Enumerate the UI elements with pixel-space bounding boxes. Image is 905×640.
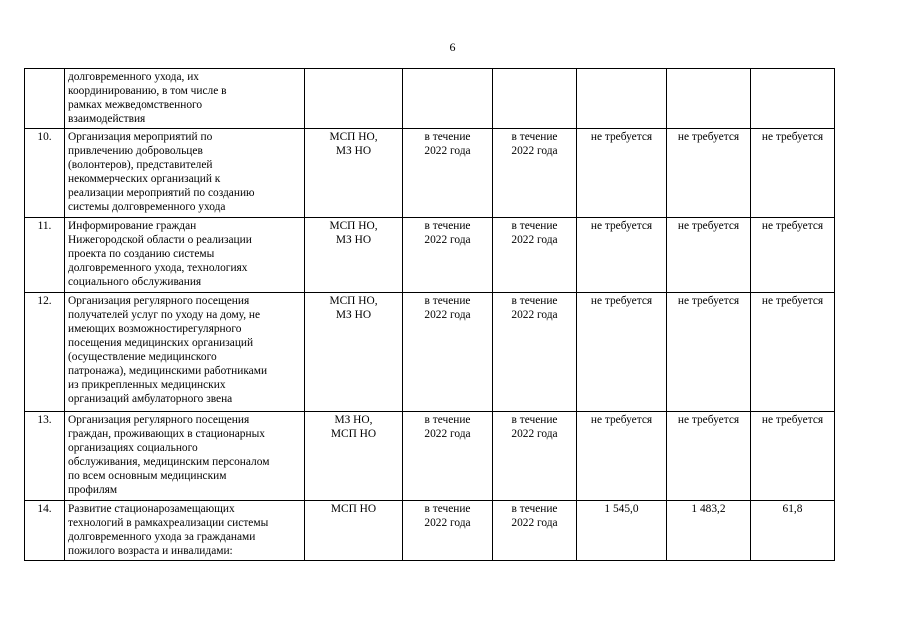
cell-line: в течение	[511, 131, 558, 143]
row-number-cell: 14.	[25, 501, 65, 561]
regional-funding-cell: не требуется	[667, 293, 751, 412]
end-date-cell	[493, 293, 577, 412]
cell-line: МЗ НО	[335, 234, 372, 246]
row-number-cell	[25, 69, 65, 129]
table-body	[25, 69, 835, 561]
start-date-cell	[403, 218, 493, 293]
activity-cell	[65, 501, 305, 561]
cell-line: Организация мероприятий по	[68, 131, 213, 143]
end-date-cell	[493, 129, 577, 218]
executor-cell	[305, 69, 403, 129]
row-number-cell: 11.	[25, 218, 65, 293]
executor-cell	[305, 293, 403, 412]
cell-line: МЗ НО,	[334, 414, 373, 426]
cell-line: 2022 года	[424, 517, 471, 529]
table-row	[25, 293, 835, 412]
cell-line: в течение	[511, 503, 558, 515]
cell-line: профилям	[68, 484, 118, 496]
cell-line: 2022 года	[424, 428, 471, 440]
activities-table	[24, 68, 835, 561]
start-date-cell	[403, 293, 493, 412]
cell-line: в течение	[424, 503, 471, 515]
cell-line: МЗ НО	[335, 145, 372, 157]
cell-line: реализации мероприятий по созданию	[68, 187, 255, 199]
federal-funding-cell: 61,8	[751, 501, 835, 561]
regional-funding-cell: 1 483,2	[667, 501, 751, 561]
cell-line: граждан, проживающих в стационарных	[68, 428, 265, 440]
total-funding-cell: не требуется	[577, 293, 667, 412]
cell-line: проекта по созданию системы	[68, 248, 215, 260]
activity-cell	[65, 412, 305, 501]
total-funding-cell	[577, 69, 667, 129]
cell-line: 2022 года	[511, 517, 558, 529]
cell-line: координированию, в том числе в	[68, 85, 227, 97]
cell-line: организаций амбулаторного звена	[68, 393, 233, 405]
start-date-cell	[403, 69, 493, 129]
federal-funding-cell: не требуется	[751, 412, 835, 501]
cell-line: МСП НО	[330, 503, 377, 515]
cell-line: в течение	[511, 220, 558, 232]
cell-line: системы долговременного ухода	[68, 201, 226, 213]
cell-line: в течение	[424, 414, 471, 426]
cell-line: технологий в рамкахреализации системы	[68, 517, 269, 529]
executor-cell	[305, 129, 403, 218]
start-date-cell	[403, 129, 493, 218]
cell-line: (осуществление медицинского	[68, 351, 217, 363]
cell-line: привлечению добровольцев	[68, 145, 203, 157]
cell-line: патронажа), медицинскими работниками	[68, 365, 268, 377]
cell-line: рамках межведомственного	[68, 99, 203, 111]
cell-line: Организация регулярного посещения	[68, 414, 250, 426]
cell-line: 2022 года	[511, 309, 558, 321]
start-date-cell	[403, 412, 493, 501]
cell-line: социального обслуживания	[68, 276, 202, 288]
cell-line: Развитие стационарозамещающих	[68, 503, 235, 515]
federal-funding-cell	[751, 69, 835, 129]
table-row	[25, 129, 835, 218]
regional-funding-cell: не требуется	[667, 412, 751, 501]
cell-line: пожилого возраста и инвалидами:	[68, 545, 233, 557]
total-funding-cell: 1 545,0	[577, 501, 667, 561]
cell-line: МСП НО,	[329, 220, 378, 232]
cell-line: организациях социального	[68, 442, 198, 454]
table-row	[25, 218, 835, 293]
cell-line: взаимодействия	[68, 113, 146, 125]
executor-cell	[305, 218, 403, 293]
table-row	[25, 69, 835, 129]
cell-line: 2022 года	[424, 145, 471, 157]
cell-line: в течение	[511, 414, 558, 426]
row-number-cell: 13.	[25, 412, 65, 501]
activity-cell	[65, 293, 305, 412]
activity-cell	[65, 129, 305, 218]
cell-line: по всем основным медицинским	[68, 470, 227, 482]
cell-line: имеющих возможностирегулярного	[68, 323, 242, 335]
cell-line: МСП НО,	[329, 295, 378, 307]
cell-line: из прикрепленных медицинских	[68, 379, 226, 391]
cell-line: долговременного ухода за гражданами	[68, 531, 256, 543]
cell-line: 2022 года	[511, 428, 558, 440]
federal-funding-cell: не требуется	[751, 218, 835, 293]
cell-line: 2022 года	[511, 234, 558, 246]
cell-line: 2022 года	[511, 145, 558, 157]
cell-line: Организация регулярного посещения	[68, 295, 250, 307]
total-funding-cell: не требуется	[577, 129, 667, 218]
end-date-cell	[493, 218, 577, 293]
end-date-cell	[493, 501, 577, 561]
cell-line: МСП НО	[330, 428, 377, 440]
cell-line: Информирование граждан	[68, 220, 197, 232]
page-number: 6	[449, 40, 456, 54]
cell-line: долговременного ухода, их	[68, 71, 199, 83]
cell-line: в течение	[424, 295, 471, 307]
cell-line: в течение	[424, 220, 471, 232]
cell-line: получателей услуг по уходу на дому, не	[68, 309, 261, 321]
cell-line: посещения медицинских организаций	[68, 337, 254, 349]
cell-line: обслуживания, медицинским персоналом	[68, 456, 270, 468]
cell-line: 2022 года	[424, 309, 471, 321]
table-row	[25, 501, 835, 561]
row-number-cell: 12.	[25, 293, 65, 412]
regional-funding-cell: не требуется	[667, 218, 751, 293]
federal-funding-cell: не требуется	[751, 293, 835, 412]
cell-line: (волонтеров), представителей	[68, 159, 213, 171]
start-date-cell	[403, 501, 493, 561]
cell-line: Нижегородской области о реализации	[68, 234, 252, 246]
cell-line: 2022 года	[424, 234, 471, 246]
table-row	[25, 412, 835, 501]
cell-line: МЗ НО	[335, 309, 372, 321]
total-funding-cell: не требуется	[577, 412, 667, 501]
regional-funding-cell: не требуется	[667, 129, 751, 218]
federal-funding-cell: не требуется	[751, 129, 835, 218]
activity-cell	[65, 69, 305, 129]
activity-cell	[65, 218, 305, 293]
cell-line: долговременного ухода, технологиях	[68, 262, 248, 274]
executor-cell	[305, 501, 403, 561]
cell-line: в течение	[511, 295, 558, 307]
row-number-cell: 10.	[25, 129, 65, 218]
end-date-cell	[493, 69, 577, 129]
cell-line: в течение	[424, 131, 471, 143]
end-date-cell	[493, 412, 577, 501]
cell-line: некоммерческих организаций к	[68, 173, 221, 185]
cell-line: МСП НО,	[329, 131, 378, 143]
regional-funding-cell	[667, 69, 751, 129]
total-funding-cell: не требуется	[577, 218, 667, 293]
executor-cell	[305, 412, 403, 501]
